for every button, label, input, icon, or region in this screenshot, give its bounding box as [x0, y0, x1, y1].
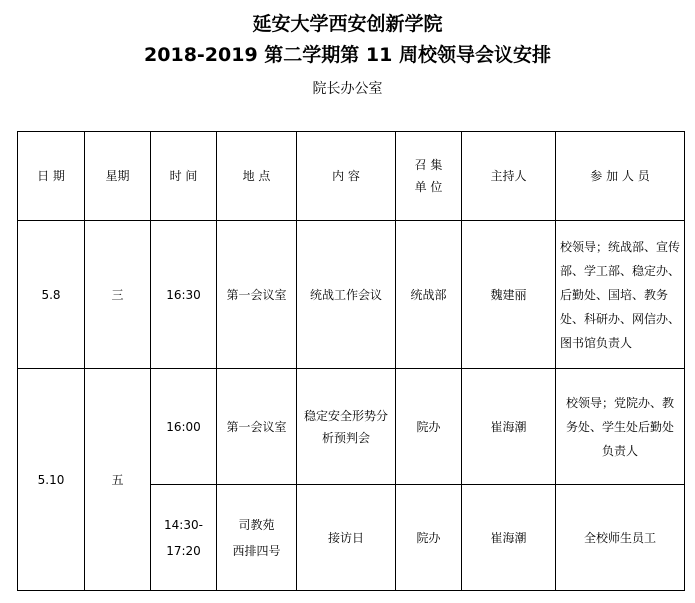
convener-cell: 院办 — [396, 485, 462, 591]
time-start: 14:30- — [164, 517, 203, 532]
header-time: 时 间 — [151, 132, 217, 221]
content-cell: 统战工作会议 — [297, 221, 396, 369]
header-convener-line1: 召 集 — [414, 158, 443, 172]
page-subtitle: 2018-2019 第二学期第 11 周校领导会议安排 — [144, 44, 551, 66]
header-date: 日 期 — [18, 132, 85, 221]
date-cell: 5.8 — [18, 221, 85, 369]
weekday-cell: 三 — [85, 221, 151, 369]
time-end: 17:20 — [166, 543, 201, 558]
header-content: 内 容 — [297, 132, 396, 221]
place-cell: 第一会议室 — [217, 221, 297, 369]
header-weekday: 星期 — [85, 132, 151, 221]
table-header-row — [18, 132, 685, 221]
table-row — [18, 221, 685, 369]
time-cell: 16:30 — [151, 221, 217, 369]
content-cell: 接访日 — [297, 485, 396, 591]
host-cell: 崔海潮 — [462, 485, 556, 591]
content-cell: 稳定安全形势分析预判会 — [297, 369, 396, 485]
table-row — [18, 369, 685, 485]
time-cell: 16:00 — [151, 369, 217, 485]
header-convener — [396, 132, 462, 221]
place-cell: 第一会议室 — [217, 369, 297, 485]
header-attendees: 参 加 人 员 — [556, 132, 685, 221]
time-cell — [151, 485, 217, 591]
convener-cell: 院办 — [396, 369, 462, 485]
schedule-table — [17, 131, 685, 591]
place-cell — [217, 485, 297, 591]
issuing-office: 院长办公室 — [312, 81, 383, 97]
date-cell: 5.10 — [18, 369, 85, 591]
host-cell: 魏建丽 — [462, 221, 556, 369]
place-line2: 西排四号 — [232, 543, 281, 558]
host-cell: 崔海潮 — [462, 369, 556, 485]
page-title: 延安大学西安创新学院 — [252, 13, 443, 35]
header-host: 主持人 — [462, 132, 556, 221]
attendees-cell: 校领导；党院办、教务处、学生处后勤处负责人 — [556, 369, 685, 485]
convener-cell: 统战部 — [396, 221, 462, 369]
attendees-cell: 全校师生员工 — [556, 485, 685, 591]
header-convener-line2: 单 位 — [414, 180, 443, 194]
header-place: 地 点 — [217, 132, 297, 221]
weekday-cell: 五 — [85, 369, 151, 591]
attendees-cell: 校领导；统战部、宣传部、学工部、稳定办、后勤处、国培、教务处、科研办、网信办、图书馆负责人 — [556, 221, 685, 369]
place-line1: 司教苑 — [238, 517, 275, 532]
